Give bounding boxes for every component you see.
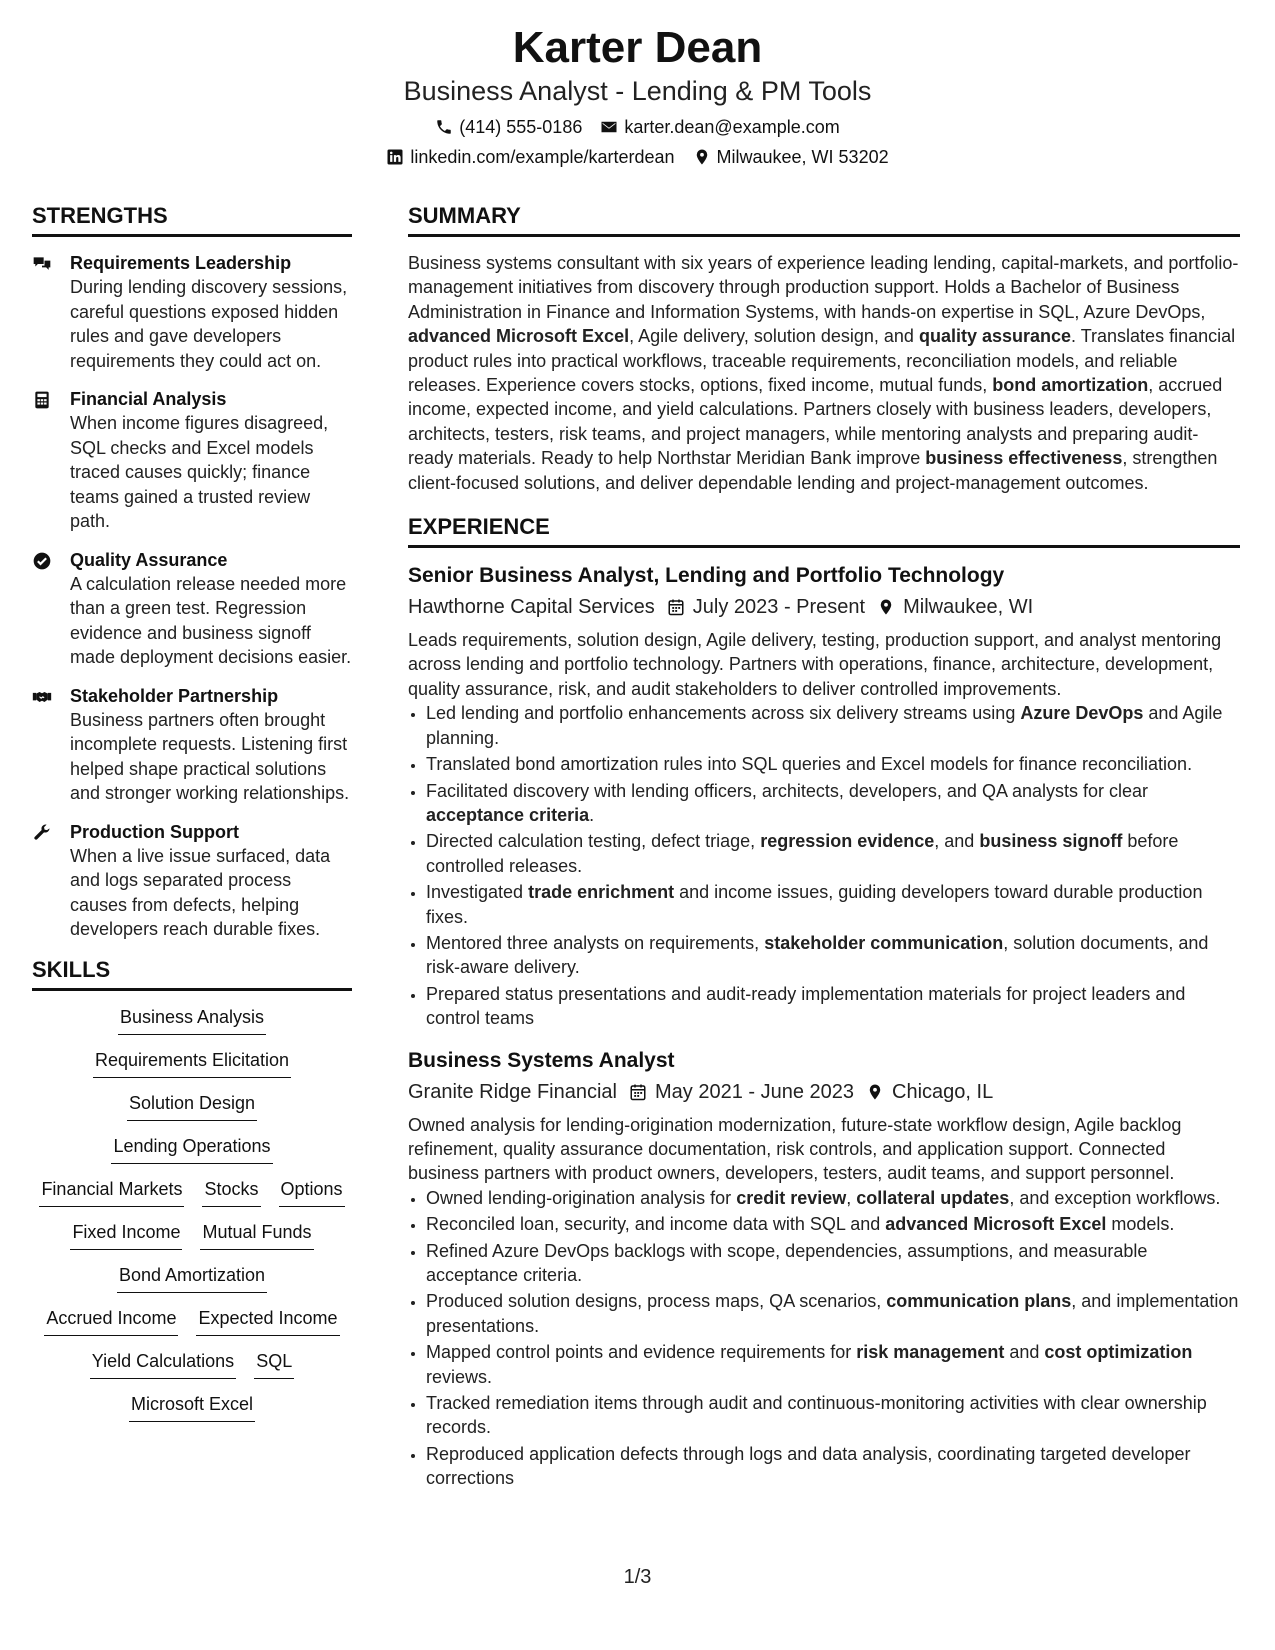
text-segment: , Agile delivery, solution design, and xyxy=(629,326,919,347)
job-bullets xyxy=(408,1186,1240,1491)
contact-row-1 xyxy=(0,116,1275,138)
bold-keyword: cost optimization xyxy=(1044,1342,1193,1363)
right-column xyxy=(408,202,1240,1493)
job-bullet xyxy=(426,1391,1240,1440)
strength-icon-wrap xyxy=(32,684,56,806)
text-segment: and xyxy=(1004,1342,1045,1363)
job-bullet xyxy=(426,1340,1240,1389)
job-bullet xyxy=(426,1212,1240,1236)
text-segment: , xyxy=(846,1187,857,1208)
skill-row xyxy=(117,1263,267,1293)
bold-keyword: business signoff xyxy=(979,831,1123,852)
skill-tag: Requirements Elicitation xyxy=(93,1048,291,1078)
linkedin-text[interactable]: linkedin.com/example/karterdean xyxy=(410,147,675,167)
strength-title: Requirements Leadership xyxy=(70,253,292,273)
skill-row xyxy=(90,1349,294,1379)
strength-item xyxy=(32,820,352,942)
bold-keyword: credit review xyxy=(736,1187,847,1208)
text-segment: Tracked remediation items through audit and continuous-monitoring activities with clear ownership records. xyxy=(426,1393,1207,1438)
map-pin-icon xyxy=(877,598,895,616)
jobs-list xyxy=(408,562,1240,1491)
bold-keyword: quality assurance xyxy=(918,326,1072,347)
text-segment: Reproduced application defects through logs and data analysis, coordinating targeted developer corrections xyxy=(426,1443,1191,1489)
strength-description: Business partners often brought incomplete requests. Listening first helped shape practical solutions and stronger working relationships. xyxy=(70,709,350,803)
bold-keyword: regression evidence xyxy=(760,831,935,852)
job-bullet xyxy=(426,1289,1240,1338)
resume-header xyxy=(0,22,1275,168)
job-dates-text: May 2021 - June 2023 xyxy=(655,1080,855,1103)
check-circle-icon xyxy=(32,551,52,571)
candidate-title: Business Analyst - Lending & PM Tools xyxy=(403,76,872,106)
text-segment: Mentored three analysts on requirements, xyxy=(426,932,765,953)
job-bullet xyxy=(426,982,1240,1031)
skill-row xyxy=(93,1048,291,1078)
strength-title: Quality Assurance xyxy=(70,549,228,570)
skill-row xyxy=(39,1177,344,1207)
candidate-name: Karter Dean xyxy=(512,23,763,72)
strength-body xyxy=(70,684,352,806)
job-description: Owned analysis for lending-origination modernization, future-state workflow design, Agile backlog refinement, quality assurance documentation, risk controls, and application support. Connected business partners with product owners, developers, testers, audit teams, and support personnel. xyxy=(408,1114,1182,1184)
job-company: Hawthorne Capital Services xyxy=(408,596,655,619)
strength-item xyxy=(32,251,352,373)
strength-body xyxy=(70,387,352,534)
text-segment: , accrued income, expected income, and yield calculations. Partners closely with business leaders, developers, architects, testers, risk teams, and project managers, while mentoring analysts and preparing audit-ready materials. Ready to help Northstar Meridian Bank improve xyxy=(408,375,1223,469)
strength-icon-wrap xyxy=(32,251,56,373)
strength-description: When income figures disagreed, SQL checks and Excel models traced causes quickly; finance teams gained a trusted review path. xyxy=(70,413,329,531)
job-bullet xyxy=(426,779,1240,828)
map-pin-icon xyxy=(866,1083,884,1101)
strength-description: During lending discovery sessions, careful questions exposed hidden rules and gave developers requirements they could act on. xyxy=(70,277,348,371)
strength-icon-wrap xyxy=(32,548,56,670)
phone-contact xyxy=(435,116,582,138)
phone-icon xyxy=(435,118,453,136)
skill-row xyxy=(44,1306,339,1336)
email-contact[interactable] xyxy=(600,116,839,138)
strength-title: Production Support xyxy=(70,821,239,842)
strength-body xyxy=(70,251,352,373)
skills-heading: SKILLS xyxy=(32,956,352,991)
phone-text: (414) 555-0186 xyxy=(459,117,583,137)
job-bullet xyxy=(426,701,1240,750)
text-segment: models. xyxy=(1106,1214,1175,1235)
job-meta xyxy=(408,1079,1240,1105)
job-bullet xyxy=(426,829,1240,878)
skill-row xyxy=(70,1220,313,1250)
skill-row xyxy=(127,1091,257,1121)
calculator-icon xyxy=(32,390,52,410)
skill-tag: Stocks xyxy=(202,1177,260,1207)
bold-keyword: advanced Microsoft Excel xyxy=(885,1214,1107,1235)
text-segment: Produced solution designs, process maps, QA scenarios, xyxy=(426,1291,887,1312)
contact-row-2 xyxy=(0,146,1275,168)
text-segment: reviews. xyxy=(426,1366,493,1387)
skill-tag: Yield Calculations xyxy=(90,1349,236,1379)
skill-tag: Financial Markets xyxy=(39,1177,184,1207)
bold-keyword: collateral updates xyxy=(856,1187,1010,1208)
job-bullet xyxy=(426,931,1240,980)
text-segment: . Translates financial product rules into practical workflows, traceable requirements, reconciliation models, and reliable releases. Experience covers stocks, options, fixed income, mutual funds, xyxy=(408,326,1236,396)
email-text[interactable]: karter.dean@example.com xyxy=(624,117,840,137)
skill-tag: SQL xyxy=(254,1349,294,1379)
job-bullet xyxy=(426,1442,1240,1491)
text-segment: , solution documents, and risk-aware delivery. xyxy=(426,932,1209,978)
skill-row xyxy=(111,1134,272,1164)
strength-icon-wrap xyxy=(32,820,56,942)
strength-body xyxy=(70,548,352,670)
map-pin-icon xyxy=(693,148,711,166)
strength-body xyxy=(70,820,352,942)
bold-keyword: business effectiveness xyxy=(925,448,1123,469)
job-company: Granite Ridge Financial xyxy=(408,1080,617,1103)
summary-text xyxy=(408,251,1240,495)
strengths-list xyxy=(32,251,352,942)
job-location-text: Milwaukee, WI xyxy=(903,596,1034,619)
job-description: Leads requirements, solution design, Agile delivery, testing, production support, and analyst mentoring across lending and portfolio technology. Partners with operations, finance, architecture, development, quality assurance, risk, and audit stakeholders to deliver controlled improvements. xyxy=(408,630,1222,699)
skill-row xyxy=(129,1392,255,1422)
job-location xyxy=(877,594,1033,620)
calendar-icon xyxy=(667,598,685,616)
job-entry xyxy=(408,562,1240,1031)
strength-item xyxy=(32,548,352,670)
job-dates xyxy=(629,1079,854,1105)
strength-description: A calculation release needed more than a green test. Regression evidence and business signoff made deployment decisions easier. xyxy=(70,573,352,667)
text-segment: before controlled releases. xyxy=(426,831,1179,876)
bold-keyword: bond amortization xyxy=(992,375,1149,396)
skills-list xyxy=(32,1005,352,1422)
skill-tag: Accrued Income xyxy=(44,1306,178,1336)
job-location-text: Chicago, IL xyxy=(892,1080,994,1103)
text-segment: Led lending and portfolio enhancements across six delivery streams using xyxy=(426,703,1021,724)
job-bullet xyxy=(426,880,1240,929)
bold-keyword: trade enrichment xyxy=(528,882,675,903)
bold-keyword: advanced Microsoft Excel xyxy=(408,326,630,347)
text-segment: and income issues, guiding developers toward durable production fixes. xyxy=(426,882,1203,927)
envelope-icon xyxy=(600,118,618,136)
job-dates xyxy=(667,594,865,620)
linkedin-contact[interactable] xyxy=(386,146,674,168)
skill-tag: Options xyxy=(279,1177,345,1207)
strengths-heading: STRENGTHS xyxy=(32,202,352,237)
skill-tag: Expected Income xyxy=(196,1306,339,1336)
job-title: Senior Business Analyst, Lending and Portfolio Technology xyxy=(408,564,1005,588)
text-segment: Mapped control points and evidence requirements for xyxy=(426,1342,857,1363)
skill-tag: Microsoft Excel xyxy=(129,1392,255,1422)
text-segment: Owned lending-origination analysis for xyxy=(426,1187,737,1208)
location-contact xyxy=(693,146,889,168)
bold-keyword: stakeholder communication xyxy=(764,932,1004,953)
job-title: Business Systems Analyst xyxy=(408,1048,675,1072)
job-meta xyxy=(408,594,1240,620)
strength-item xyxy=(32,387,352,534)
text-segment: Facilitated discovery with lending officers, architects, developers, and QA analysts for clear xyxy=(426,780,1149,801)
text-segment: and Agile planning. xyxy=(426,703,1223,748)
text-segment: Investigated xyxy=(426,882,529,903)
strength-title: Financial Analysis xyxy=(70,389,227,409)
job-bullet xyxy=(426,1239,1240,1288)
bold-keyword: risk management xyxy=(856,1342,1005,1363)
skill-tag: Solution Design xyxy=(127,1091,257,1121)
strength-icon-wrap xyxy=(32,387,56,534)
text-segment: , and implementation presentations. xyxy=(426,1291,1239,1336)
bold-keyword: communication plans xyxy=(886,1291,1072,1312)
skill-tag: Lending Operations xyxy=(111,1134,272,1164)
job-bullet xyxy=(426,1186,1240,1210)
text-segment: Translated bond amortization rules into SQL queries and Excel models for finance reconciliation. xyxy=(426,754,1193,775)
linkedin-icon xyxy=(386,148,404,166)
job-location xyxy=(866,1079,993,1105)
bold-keyword: Azure DevOps xyxy=(1020,703,1144,724)
summary-heading: SUMMARY xyxy=(408,202,1240,237)
handshake-icon xyxy=(32,687,52,707)
text-segment: Business systems consultant with six years of experience leading lending, capital-markets, and portfolio-management initiatives from discovery through production support. Holds a Bachelor of Business Administration in Finance and Information Systems, with hands-on expertise in SQL, Azure DevOps, xyxy=(408,253,1239,322)
strength-description: When a live issue surfaced, data and logs separated process causes from defects, helping developers reach durable fixes. xyxy=(70,845,331,939)
comments-icon xyxy=(32,254,52,274)
strength-title: Stakeholder Partnership xyxy=(70,685,279,706)
bold-keyword: acceptance criteria xyxy=(426,804,590,825)
skill-tag: Mutual Funds xyxy=(200,1220,313,1250)
text-segment: , and xyxy=(934,831,980,852)
experience-heading: EXPERIENCE xyxy=(408,513,1240,548)
text-segment: , and exception workflows. xyxy=(1009,1187,1221,1208)
page-number: 1/3 xyxy=(623,1566,652,1588)
skill-tag: Business Analysis xyxy=(118,1005,266,1035)
text-segment: Reconciled loan, security, and income data with SQL and xyxy=(426,1214,886,1235)
location-text: Milwaukee, WI 53202 xyxy=(716,147,889,167)
text-segment: Refined Azure DevOps backlogs with scope, dependencies, assumptions, and measurable acceptance criteria. xyxy=(426,1240,1148,1285)
text-segment: Prepared status presentations and audit-ready implementation materials for project leaders and control teams xyxy=(426,983,1186,1029)
calendar-icon xyxy=(629,1083,647,1101)
skill-row xyxy=(118,1005,266,1035)
text-segment: Directed calculation testing, defect triage, xyxy=(426,831,761,852)
skill-tag: Bond Amortization xyxy=(117,1263,267,1293)
job-bullets xyxy=(408,701,1240,1030)
job-bullet xyxy=(426,752,1240,776)
skill-tag: Fixed Income xyxy=(70,1220,182,1250)
job-entry xyxy=(408,1047,1240,1491)
job-dates-text: July 2023 - Present xyxy=(692,596,866,619)
text-segment: . xyxy=(589,804,595,825)
wrench-icon xyxy=(32,823,52,843)
text-segment: , strengthen client-focused solutions, and deliver dependable lending and project-management outcomes. xyxy=(408,448,1218,493)
left-column xyxy=(32,202,352,1422)
strength-item xyxy=(32,684,352,806)
